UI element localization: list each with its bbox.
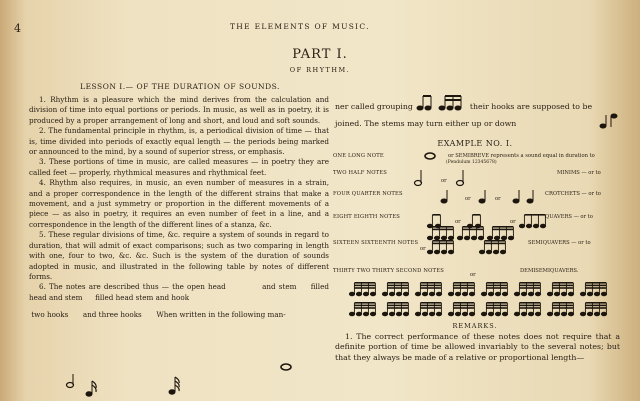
demisemiquaver-group-6	[514, 282, 540, 296]
semiquaver-group-5	[487, 226, 513, 240]
or-label-3: or	[495, 196, 501, 202]
thirty-second-note-icon	[169, 377, 179, 394]
demisemiquaver-group-b6	[514, 302, 540, 316]
crotchet-icons	[441, 190, 533, 203]
row-1-right: or SEMIBREVE represents a sound equal in duration to	[448, 153, 595, 159]
remarks-paragraph-1: 1. The correct performance of these notes does not require that a definite portion of time be allowed invariably to the several notes; but that they always be made of a relative or proportional length—	[335, 332, 620, 362]
demisemiquaver-group-b1	[349, 302, 375, 316]
p6-text-b: and stem	[262, 282, 297, 292]
semiquaver-group-1	[427, 240, 453, 254]
quaver-group-2	[467, 214, 480, 228]
whole-note-icon	[281, 364, 291, 370]
demisemiquaver-group-3	[415, 282, 441, 296]
p6-text-c: filled head and stem	[29, 282, 329, 302]
demisemiquaver-group-2	[382, 282, 408, 296]
part-title: PART I.	[292, 47, 348, 62]
grouped-sixteenths-icon	[439, 95, 461, 110]
p6-text-d: filled head stem and hook	[95, 292, 190, 302]
grouped-eighths-icon	[417, 95, 431, 110]
or-label-5: or	[510, 219, 516, 225]
demisemiquaver-group-7	[547, 282, 573, 296]
demisemiquaver-group-b8	[580, 302, 606, 316]
demisemiquaver-group-b7	[547, 302, 573, 316]
row-4-label: EIGHT EIGHTH NOTES	[333, 214, 400, 220]
stem-up-down-icon	[600, 114, 617, 128]
p6-text-a: 6. The notes are described thus — the open head	[39, 282, 226, 292]
lesson-title: LESSON I.— OF THE DURATION OF SOUNDS.	[80, 82, 280, 91]
or-label-7: or	[470, 272, 476, 278]
grouping-text: ner called grouping	[335, 102, 413, 111]
semibreve-icon	[425, 153, 435, 159]
row-3-label: FOUR QUARTER NOTES	[333, 191, 403, 197]
page-number: 4	[14, 22, 21, 35]
or-label-6: or	[420, 246, 426, 252]
or-label-1: or	[441, 178, 447, 184]
paragraph-2: 2. The fundamental principle in rhythm, is, a periodical division of time — that is, time divided into periods of exactly equal length — the periods being marked or announced to the mind, by a sound of superior stress, or emphasis.	[29, 126, 329, 157]
demisemiquaver-group-8	[580, 282, 606, 296]
row-2-label: TWO HALF NOTES	[333, 170, 388, 176]
half-note-icon	[67, 374, 74, 388]
row-2-right: MINIMS — or to	[557, 170, 601, 176]
p6-text-f: and three hooks	[82, 310, 142, 320]
row-5-label: SIXTEEN SIXTEENTH NOTES	[333, 240, 419, 246]
stems-line: joined. The stems may turn either up or down	[335, 119, 517, 128]
row-4-right: QUAVERS — or to	[545, 214, 593, 220]
example-title: EXAMPLE NO. I.	[437, 139, 513, 148]
or-label-2: or	[465, 196, 471, 202]
paragraph-3: 3. These portions of time in music, are called measures — in poetry they are called feet — properly, rhythmical measures and rhythmical feet.	[29, 157, 329, 177]
row-6-right: DEMISEMIQUAVERS.	[520, 268, 579, 274]
subject-heading: OF RHYTHM.	[289, 66, 351, 74]
p6-text-e: two hooks	[31, 310, 69, 320]
remarks-title: REMARKS.	[452, 322, 498, 330]
demisemiquaver-group-b4	[448, 302, 474, 316]
p6-text-g: When written in the following man-	[156, 310, 286, 320]
quaver-group-3	[519, 214, 545, 228]
demisemiquaver-group-1	[349, 282, 375, 296]
minim-icons	[415, 170, 464, 186]
row-5-right: SEMIQUAVERS — or to	[528, 240, 591, 246]
paragraph-5: 5. These regular divisions of time, &c. require a system of sounds in regard to duration, that will admit of exact comparisons; such as two comparing in length with one, four to two, &c. &c. Such is the system of the duration of sounds adopted in music, and illustrated in the following table by notes of different forms.	[29, 230, 329, 281]
demisemiquaver-group-5	[481, 282, 507, 296]
semiquaver-icons	[427, 226, 513, 254]
row-1-label: ONE LONG NOTE	[333, 153, 384, 159]
semiquaver-group-2	[479, 240, 505, 254]
paragraph-4: 4. Rhythm also requires, in music, an even number of measures in a strain, and a proper correspondence in the length of the different strains that make a movement, and a just symmetry or proportion in the different movements of a piece — as also in poetry, it requires an even number of feet in a line, and a correspondence in the length of the different lines of a stanza, &c.	[29, 178, 329, 229]
row-6-label: THIRTY TWO THIRTY SECOND NOTES	[333, 268, 444, 274]
pendulum-note: (Pendulum 12345678)	[446, 160, 497, 165]
sixteenth-note-icon	[86, 381, 96, 396]
hooks-text: their hooks are supposed to be	[469, 102, 593, 111]
demisemiquaver-group-b3	[415, 302, 441, 316]
paragraph-1: 1. Rhythm is a pleasure which the mind derives from the calculation and division of time into equal portions or periods. In music, as well as in poetry, it is produced by a proper arrangement of long and short, and loud and soft sounds.	[29, 95, 329, 125]
demisemiquaver-group-b5	[481, 302, 507, 316]
row-3-right: CROTCHETS — or to	[545, 191, 601, 197]
quaver-icons	[427, 214, 545, 228]
demisemiquaver-group-b2	[382, 302, 408, 316]
or-label-4: or	[455, 219, 461, 225]
quaver-group-1	[427, 214, 440, 228]
running-head: THE ELEMENTS OF MUSIC.	[230, 22, 370, 31]
demisemiquaver-group-4	[448, 282, 474, 296]
demisemiquaver-icons	[349, 282, 606, 316]
